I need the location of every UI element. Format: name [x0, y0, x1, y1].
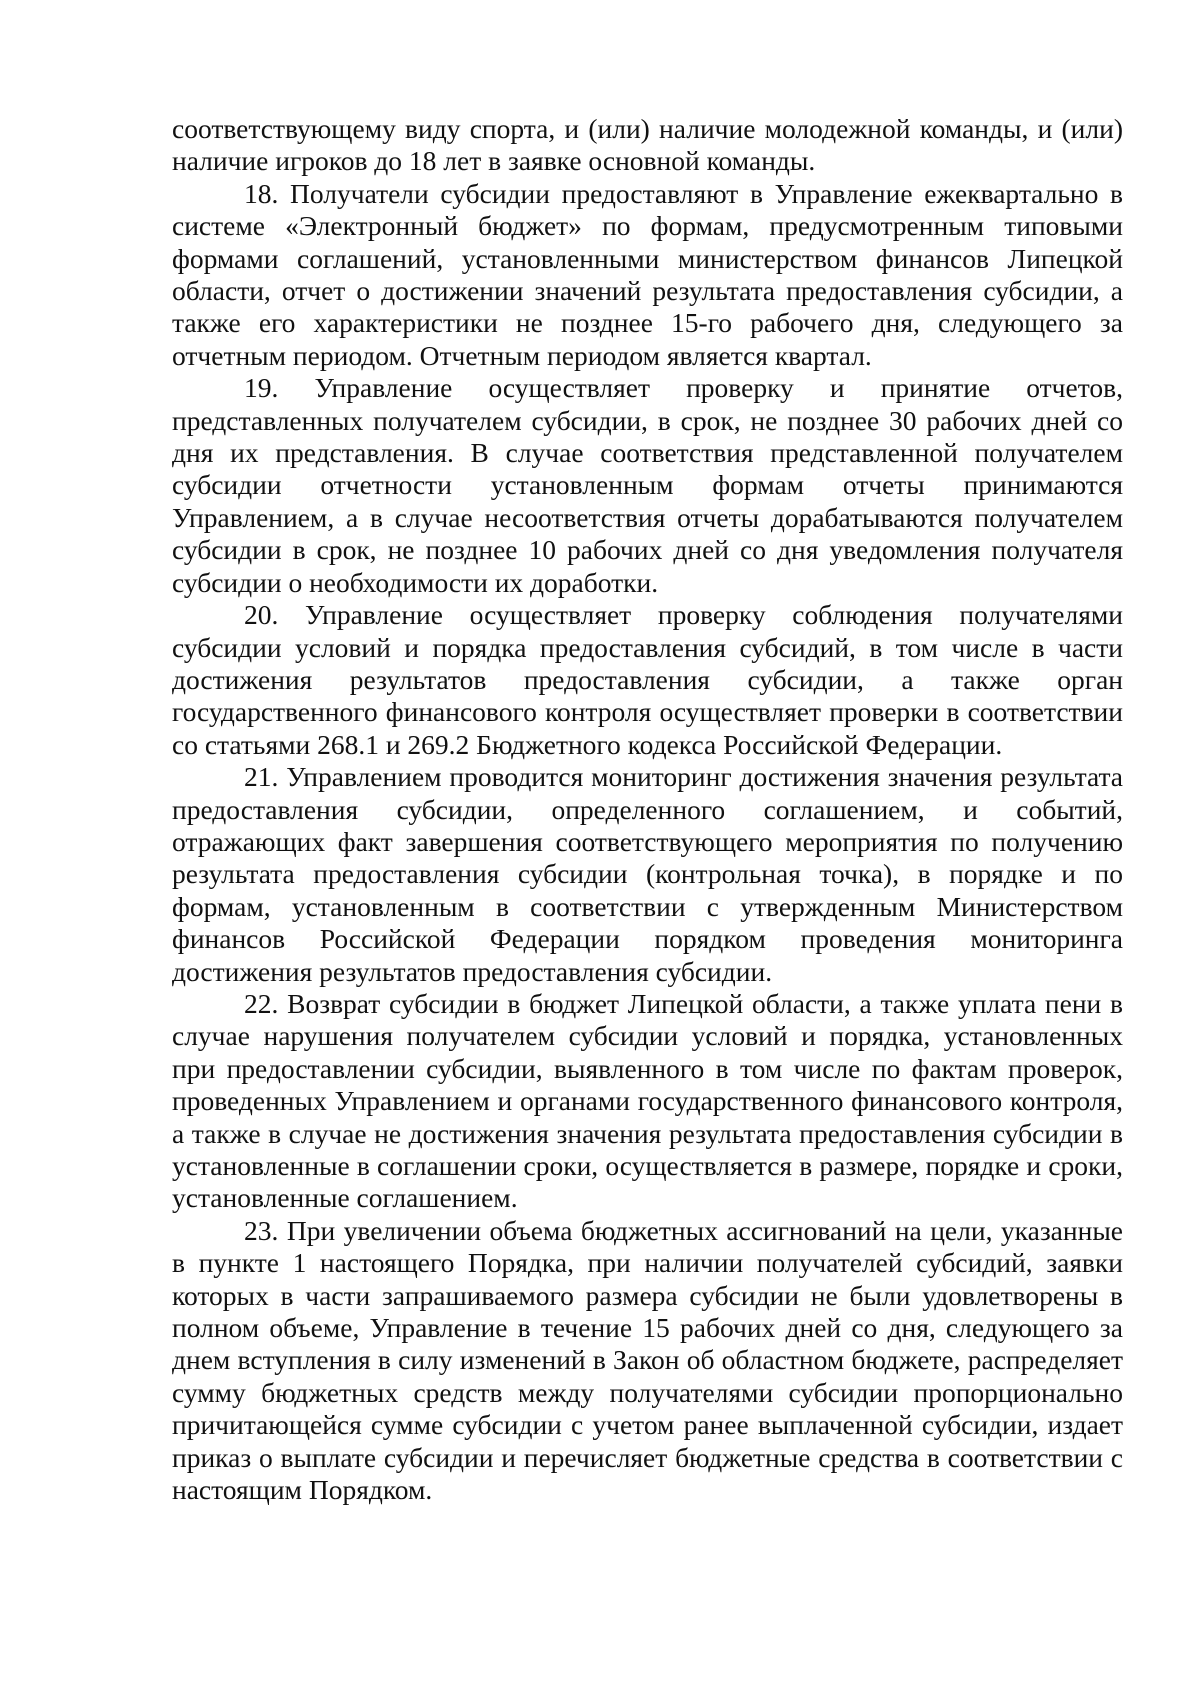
paragraph-23: 23. При увеличении объема бюджетных ассигнований на цели, указанные в пункте 1 настоящего Порядка, при наличии получателей субсидий, заявки которых в части запрашиваемого размера субсидии не были удовлетворены в полном объеме, Управление в течение 15 рабочих дней со дня, следующего за днем вступления в силу изменений в Закон об областном бюджете, распределяет сумму бюджетных средств между получателями субсидии пропорционально причитающейся сумме субсидии с учетом ранее выплаченной субсидии, издает приказ о выплате субсидии и перечисляет бюджетные средства в соответствии с настоящим Порядком. [172, 1214, 1123, 1506]
paragraph-20: 20. Управление осуществляет проверку соблюдения получателями субсидии условий и порядка предоставления субсидий, в том числе в части достижения результатов предоставления субсидии, а также орган государственного финансового контроля осуществляет проверки в соответствии со статьями 268.1 и 269.2 Бюджетного кодекса Российской Федерации. [172, 599, 1123, 760]
paragraph-19: 19. Управление осуществляет проверку и принятие отчетов, представленных получателем субсидии, в срок, не позднее 30 рабочих дней со дня их представления. В случае соответствия представленной получателем субсидии отчетности установленным формам отчеты принимаются Управлением, а в случае несоответствия отчеты дорабатываются получателем субсидии в срок, не позднее 10 рабочих дней со дня уведомления получателя субсидии о необходимости их доработки. [172, 372, 1123, 598]
paragraph-continuation: соответствующему виду спорта, и (или) наличие молодежной команды, и (или) наличие игроков до 18 лет в заявке основной команды. [172, 113, 1123, 177]
document-page [172, 113, 1123, 1506]
paragraph-18: 18. Получатели субсидии предоставляют в Управление ежеквартально в системе «Электронный бюджет» по формам, предусмотренным типовыми формами соглашений, установленными министерством финансов Липецкой области, отчет о достижении значений результата предоставления субсидии, а также его характеристики не позднее 15-го рабочего дня, следующего за отчетным периодом. Отчетным периодом является квартал. [172, 177, 1123, 371]
paragraph-21: 21. Управлением проводится мониторинг достижения значения результата предоставления субсидии, определенного соглашением, и событий, отражающих факт завершения соответствующего мероприятия по получению результата предоставления субсидии (контрольная точка), в порядке и по формам, установленным в соответствии с утвержденным Министерством финансов Российской Федерации порядком проведения мониторинга достижения результатов предоставления субсидии. [172, 761, 1123, 987]
paragraph-22: 22. Возврат субсидии в бюджет Липецкой области, а также уплата пени в случае нарушения получателем субсидии условий и порядка, установленных при предоставлении субсидии, выявленного в том числе по фактам проверок, проведенных Управлением и органами государственного финансового контроля, а также в случае не достижения значения результата предоставления субсидии в установленные в соглашении сроки, осуществляется в размере, порядке и сроки, установленные соглашением. [172, 987, 1123, 1214]
